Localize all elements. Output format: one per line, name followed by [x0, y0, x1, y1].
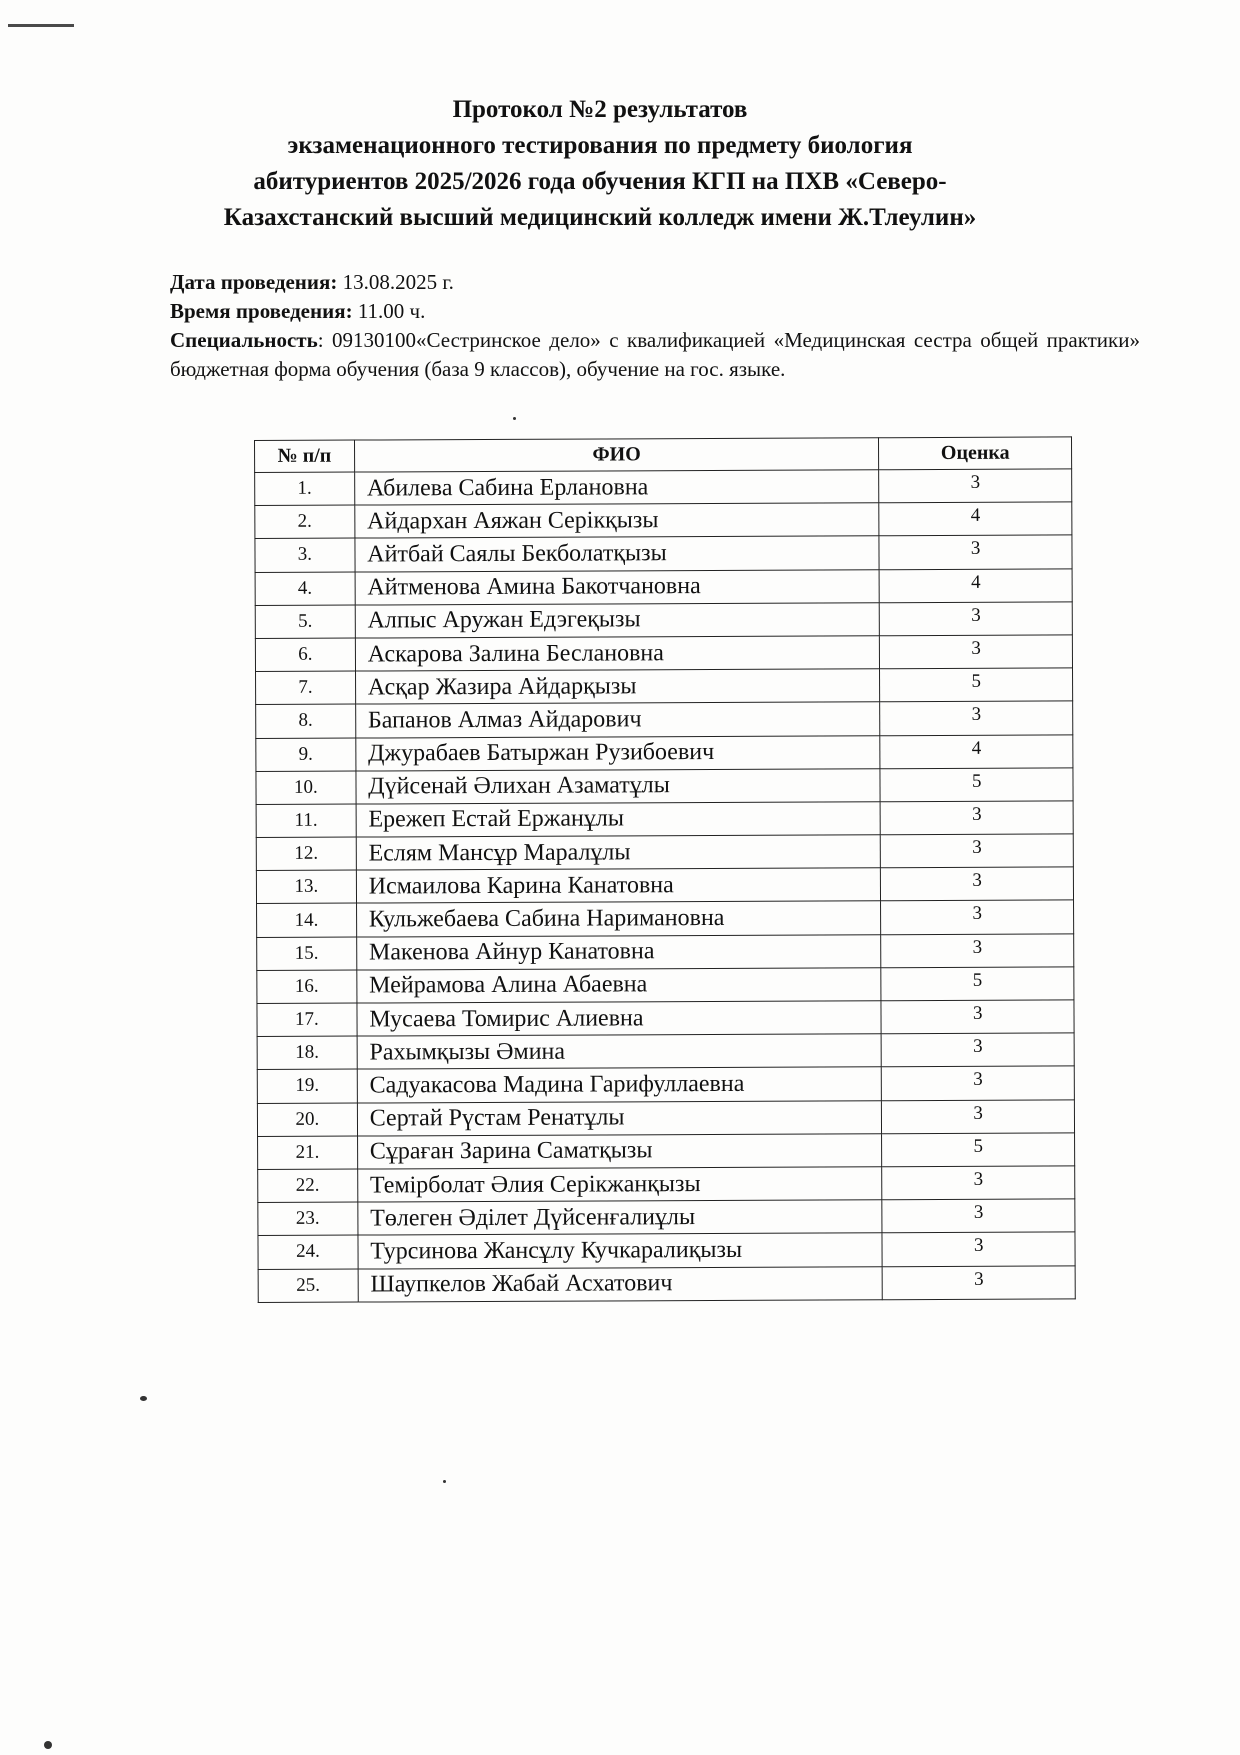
grade-cell: 4 — [879, 502, 1072, 536]
row-number-cell: 23. — [258, 1202, 358, 1236]
table-row — [257, 934, 1074, 971]
table-row — [257, 1066, 1074, 1103]
specialty-value: : 09130100«Сестринское дело» с квалификацией «Медицинская сестра общей практики» бюджетная форма обучения (база 9 классов), обучение на гос. языке. — [170, 328, 1140, 381]
scan-edge-mark — [8, 24, 74, 27]
student-name-cell: Сұраған Зарина Саматқызы — [357, 1134, 882, 1169]
grade-cell: 3 — [880, 701, 1073, 735]
row-number-cell: 16. — [257, 970, 357, 1004]
student-name-cell: Айтбай Саялы Бекболатқызы — [355, 536, 880, 571]
table-row — [256, 801, 1073, 838]
table-row — [256, 668, 1073, 705]
table-row — [257, 1000, 1074, 1037]
table-row — [258, 1232, 1075, 1269]
table-row — [255, 502, 1072, 539]
table-row — [255, 568, 1072, 605]
row-number-cell: 20. — [257, 1103, 357, 1137]
specialty-label: Специальность — [170, 328, 318, 352]
student-name-cell: Айдархан Аяжан Серікқызы — [355, 503, 880, 538]
row-number-cell: 12. — [256, 837, 356, 871]
table-body — [255, 469, 1076, 1302]
student-name-cell: Макенова Айнур Канатовна — [356, 934, 881, 969]
row-number-cell: 21. — [258, 1136, 358, 1170]
grade-cell: 3 — [881, 1000, 1074, 1034]
grade-cell: 3 — [882, 1232, 1075, 1266]
student-name-cell: Абилева Сабина Ерлановна — [354, 470, 879, 505]
scan-speck — [513, 417, 516, 420]
exam-details — [170, 268, 1140, 384]
table-row — [256, 768, 1073, 805]
student-name-cell: Бапанов Алмаз Айдарович — [355, 702, 880, 737]
student-name-cell: Еслям Мансұр Маралұлы — [356, 835, 881, 870]
table-row — [257, 967, 1074, 1004]
student-name-cell: Мейрамова Алина Абаевна — [357, 968, 882, 1003]
table-row — [256, 834, 1073, 871]
grade-cell: 3 — [882, 1199, 1075, 1233]
row-number-cell: 2. — [255, 505, 355, 539]
row-number-cell: 24. — [258, 1235, 358, 1269]
row-number-cell: 1. — [255, 472, 355, 506]
student-name-cell: Джурабаев Батыржан Рузибоевич — [356, 735, 881, 770]
student-name-cell: Сертай Рүстам Ренатұлы — [357, 1100, 882, 1135]
student-name-cell: Исмаилова Карина Канатовна — [356, 868, 881, 903]
column-header-grade: Оценка — [879, 437, 1072, 470]
table-row — [256, 734, 1073, 771]
exam-time-line — [170, 297, 1140, 326]
grade-cell: 3 — [879, 535, 1072, 569]
row-number-cell: 5. — [255, 605, 355, 639]
table-row — [255, 535, 1072, 572]
title-line: экзаменационного тестирования по предмету биология — [287, 132, 913, 159]
row-number-cell: 13. — [256, 870, 356, 904]
grade-cell: 3 — [881, 934, 1074, 968]
student-name-cell: Алпыс Аружан Едэгеқызы — [355, 603, 880, 638]
row-number-cell: 9. — [256, 738, 356, 772]
document-title — [150, 92, 1050, 236]
student-name-cell: Төлеген Әділет Дүйсенғалиұлы — [358, 1200, 883, 1235]
title-line: абитуриентов 2025/2026 года обучения КГП на ПХВ «Северо- — [253, 168, 947, 195]
table-row — [258, 1166, 1075, 1203]
grade-cell: 3 — [880, 635, 1073, 669]
student-name-cell: Мусаева Томирис Алиевна — [357, 1001, 882, 1036]
table-row — [257, 1099, 1074, 1136]
title-line: Протокол №2 результатов — [452, 96, 748, 123]
scan-speck — [443, 1480, 446, 1483]
table-row — [255, 469, 1072, 506]
grade-cell: 3 — [882, 1166, 1075, 1200]
row-number-cell: 22. — [258, 1169, 358, 1203]
table-row — [258, 1265, 1075, 1302]
student-name-cell: Кульжебаева Сабина Наримановна — [356, 901, 881, 936]
grade-cell: 3 — [881, 900, 1074, 934]
table-header-row — [255, 437, 1072, 473]
table-row — [256, 701, 1073, 738]
grade-cell: 3 — [881, 1033, 1074, 1067]
table-row — [256, 867, 1073, 904]
grade-cell: 5 — [881, 967, 1074, 1001]
student-name-cell: Асқар Жазира Айдарқызы — [355, 669, 880, 704]
exam-time-value: 11.00 ч. — [352, 299, 426, 323]
grade-cell: 3 — [882, 1099, 1075, 1133]
specialty-line — [170, 326, 1140, 384]
row-number-cell: 6. — [255, 638, 355, 672]
row-number-cell: 18. — [257, 1036, 357, 1070]
table-row — [257, 1033, 1074, 1070]
column-header-name: ФИО — [354, 438, 879, 472]
grade-cell: 5 — [880, 768, 1073, 802]
table-row — [255, 635, 1072, 672]
grade-cell: 5 — [882, 1133, 1075, 1167]
grade-cell: 3 — [881, 867, 1074, 901]
grade-cell: 3 — [880, 801, 1073, 835]
grade-cell: 3 — [881, 834, 1074, 868]
student-name-cell: Шаупкелов Жабай Асхатович — [358, 1266, 883, 1301]
row-number-cell: 11. — [256, 804, 356, 838]
student-name-cell: Садуакасова Мадина Гарифуллаевна — [357, 1067, 882, 1102]
table-row — [257, 900, 1074, 937]
exam-date-label: Дата проведения: — [170, 270, 338, 294]
table-row — [255, 602, 1072, 639]
student-name-cell: Аскарова Залина Беслановна — [355, 636, 880, 671]
scan-speck — [140, 1396, 147, 1401]
row-number-cell: 17. — [257, 1003, 357, 1037]
column-header-number: № п/п — [255, 440, 355, 472]
title-line: Казахстанский высший медицинский колледж имени Ж.Тлеулин» — [223, 204, 977, 231]
student-name-cell: Ережеп Естай Ержанұлы — [356, 802, 881, 837]
row-number-cell: 14. — [257, 903, 357, 937]
row-number-cell: 8. — [256, 704, 356, 738]
exam-time-label: Время проведения: — [170, 299, 353, 323]
student-name-cell: Дүйсенай Әлихан Азаматұлы — [356, 768, 881, 803]
grade-cell: 3 — [879, 469, 1072, 503]
row-number-cell: 15. — [257, 937, 357, 971]
grade-cell: 4 — [880, 734, 1073, 768]
exam-date-value: 13.08.2025 г. — [337, 270, 454, 294]
row-number-cell: 4. — [255, 572, 355, 606]
student-name-cell: Рахымқызы Әмина — [357, 1034, 882, 1069]
table-row — [258, 1133, 1075, 1170]
row-number-cell: 25. — [258, 1269, 358, 1303]
row-number-cell: 7. — [256, 671, 356, 705]
student-name-cell: Темірболат Әлия Серікжанқызы — [357, 1167, 882, 1202]
row-number-cell: 10. — [256, 771, 356, 805]
student-name-cell: Турсинова Жансұлу Кучкаралиқызы — [358, 1233, 883, 1268]
grade-cell: 3 — [880, 602, 1073, 636]
grade-cell: 4 — [879, 568, 1072, 602]
results-table — [254, 436, 1076, 1302]
exam-date-line — [170, 268, 1140, 297]
scan-speck — [44, 1741, 52, 1749]
grade-cell: 3 — [882, 1265, 1075, 1299]
row-number-cell: 19. — [257, 1069, 357, 1103]
row-number-cell: 3. — [255, 538, 355, 572]
student-name-cell: Айтменова Амина Бакотчановна — [355, 569, 880, 604]
table-row — [258, 1199, 1075, 1236]
grade-cell: 3 — [882, 1066, 1075, 1100]
grade-cell: 5 — [880, 668, 1073, 702]
